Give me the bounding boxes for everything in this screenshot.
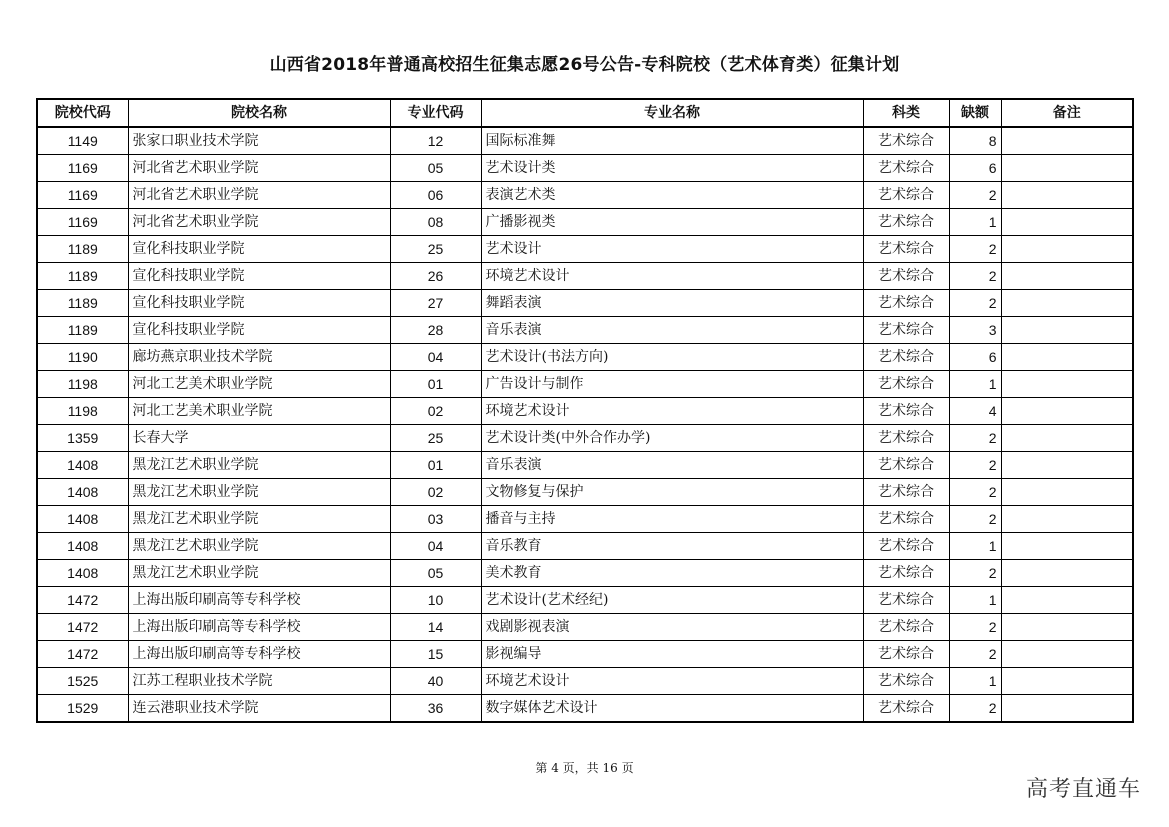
cell-major-name: 数字媒体艺术设计 [481, 695, 863, 723]
cell-major-name: 音乐教育 [481, 533, 863, 560]
cell-note [1001, 155, 1133, 182]
header-major-code: 专业代码 [390, 99, 481, 127]
cell-quota: 2 [949, 506, 1001, 533]
cell-school-name: 黑龙江艺术职业学院 [128, 560, 390, 587]
cell-category: 艺术综合 [863, 641, 949, 668]
table-row [37, 452, 1133, 479]
cell-major-code: 27 [390, 290, 481, 317]
cell-school-code: 1149 [37, 127, 128, 155]
cell-major-name: 艺术设计类(中外合作办学) [481, 425, 863, 452]
cell-quota: 2 [949, 641, 1001, 668]
cell-category: 艺术综合 [863, 155, 949, 182]
cell-note [1001, 344, 1133, 371]
table-row [37, 560, 1133, 587]
cell-major-code: 06 [390, 182, 481, 209]
cell-school-name: 廊坊燕京职业技术学院 [128, 344, 390, 371]
table-row [37, 263, 1133, 290]
table-row [37, 155, 1133, 182]
cell-school-code: 1472 [37, 641, 128, 668]
cell-major-name: 艺术设计(艺术经纪) [481, 587, 863, 614]
cell-quota: 1 [949, 209, 1001, 236]
table-row [37, 127, 1133, 155]
cell-major-code: 25 [390, 236, 481, 263]
cell-major-code: 05 [390, 560, 481, 587]
document-title: 山西省2018年普通高校招生征集志愿26号公告-专科院校（艺术体育类）征集计划 [269, 55, 900, 75]
cell-school-name: 黑龙江艺术职业学院 [128, 479, 390, 506]
cell-school-name: 宣化科技职业学院 [128, 290, 390, 317]
cell-major-name: 环境艺术设计 [481, 668, 863, 695]
cell-note [1001, 182, 1133, 209]
cell-major-code: 28 [390, 317, 481, 344]
table-row [37, 290, 1133, 317]
cell-category: 艺术综合 [863, 127, 949, 155]
cell-school-name: 河北省艺术职业学院 [128, 209, 390, 236]
cell-note [1001, 641, 1133, 668]
cell-major-name: 播音与主持 [481, 506, 863, 533]
cell-category: 艺术综合 [863, 452, 949, 479]
cell-school-code: 1189 [37, 290, 128, 317]
cell-major-name: 广播影视类 [481, 209, 863, 236]
cell-major-code: 04 [390, 533, 481, 560]
cell-quota: 1 [949, 533, 1001, 560]
table-row [37, 506, 1133, 533]
cell-note [1001, 209, 1133, 236]
cell-school-code: 1189 [37, 236, 128, 263]
table-row [37, 614, 1133, 641]
cell-school-name: 上海出版印刷高等专科学校 [128, 614, 390, 641]
cell-quota: 8 [949, 127, 1001, 155]
cell-school-code: 1472 [37, 614, 128, 641]
enrollment-plan-table [36, 98, 1134, 723]
cell-quota: 2 [949, 560, 1001, 587]
cell-quota: 2 [949, 263, 1001, 290]
cell-major-code: 26 [390, 263, 481, 290]
cell-school-name: 黑龙江艺术职业学院 [128, 452, 390, 479]
cell-school-code: 1169 [37, 155, 128, 182]
header-school-code: 院校代码 [37, 99, 128, 127]
cell-category: 艺术综合 [863, 695, 949, 723]
cell-note [1001, 533, 1133, 560]
cell-major-name: 艺术设计 [481, 236, 863, 263]
cell-major-code: 12 [390, 127, 481, 155]
cell-major-name: 广告设计与制作 [481, 371, 863, 398]
cell-note [1001, 560, 1133, 587]
cell-note [1001, 236, 1133, 263]
cell-quota: 6 [949, 344, 1001, 371]
cell-category: 艺术综合 [863, 506, 949, 533]
cell-school-name: 宣化科技职业学院 [128, 236, 390, 263]
cell-major-name: 美术教育 [481, 560, 863, 587]
cell-school-name: 河北省艺术职业学院 [128, 182, 390, 209]
cell-quota: 2 [949, 290, 1001, 317]
cell-major-name: 文物修复与保护 [481, 479, 863, 506]
cell-category: 艺术综合 [863, 614, 949, 641]
cell-major-code: 03 [390, 506, 481, 533]
cell-quota: 2 [949, 182, 1001, 209]
cell-category: 艺术综合 [863, 560, 949, 587]
cell-school-name: 河北省艺术职业学院 [128, 155, 390, 182]
cell-note [1001, 614, 1133, 641]
cell-category: 艺术综合 [863, 425, 949, 452]
cell-quota: 6 [949, 155, 1001, 182]
cell-major-name: 舞蹈表演 [481, 290, 863, 317]
cell-quota: 4 [949, 398, 1001, 425]
cell-quota: 3 [949, 317, 1001, 344]
cell-major-name: 影视编导 [481, 641, 863, 668]
cell-category: 艺术综合 [863, 398, 949, 425]
cell-category: 艺术综合 [863, 317, 949, 344]
cell-major-code: 02 [390, 479, 481, 506]
cell-note [1001, 290, 1133, 317]
cell-school-name: 河北工艺美术职业学院 [128, 371, 390, 398]
table-row [37, 317, 1133, 344]
cell-school-name: 宣化科技职业学院 [128, 263, 390, 290]
table-row [37, 398, 1133, 425]
cell-school-code: 1408 [37, 452, 128, 479]
cell-major-name: 表演艺术类 [481, 182, 863, 209]
cell-school-code: 1198 [37, 371, 128, 398]
cell-major-code: 10 [390, 587, 481, 614]
cell-major-code: 36 [390, 695, 481, 723]
cell-school-code: 1169 [37, 209, 128, 236]
cell-note [1001, 371, 1133, 398]
table-row [37, 344, 1133, 371]
cell-category: 艺术综合 [863, 209, 949, 236]
cell-category: 艺术综合 [863, 668, 949, 695]
cell-note [1001, 695, 1133, 723]
cell-quota: 2 [949, 614, 1001, 641]
header-school-name: 院校名称 [128, 99, 390, 127]
table-row [37, 182, 1133, 209]
cell-school-name: 江苏工程职业技术学院 [128, 668, 390, 695]
cell-note [1001, 263, 1133, 290]
cell-category: 艺术综合 [863, 182, 949, 209]
cell-major-code: 04 [390, 344, 481, 371]
cell-note [1001, 587, 1133, 614]
cell-major-name: 音乐表演 [481, 317, 863, 344]
cell-school-code: 1529 [37, 695, 128, 723]
cell-major-code: 08 [390, 209, 481, 236]
cell-school-code: 1190 [37, 344, 128, 371]
cell-major-name: 国际标准舞 [481, 127, 863, 155]
cell-school-code: 1525 [37, 668, 128, 695]
cell-quota: 1 [949, 668, 1001, 695]
cell-school-code: 1189 [37, 263, 128, 290]
cell-school-name: 长春大学 [128, 425, 390, 452]
cell-category: 艺术综合 [863, 290, 949, 317]
cell-school-code: 1408 [37, 506, 128, 533]
cell-major-name: 戏剧影视表演 [481, 614, 863, 641]
cell-school-code: 1472 [37, 587, 128, 614]
cell-note [1001, 425, 1133, 452]
cell-category: 艺术综合 [863, 236, 949, 263]
cell-quota: 2 [949, 452, 1001, 479]
cell-major-code: 40 [390, 668, 481, 695]
header-note: 备注 [1001, 99, 1133, 127]
cell-school-code: 1189 [37, 317, 128, 344]
cell-note [1001, 317, 1133, 344]
cell-school-code: 1408 [37, 479, 128, 506]
cell-major-name: 音乐表演 [481, 452, 863, 479]
watermark-text: 高考直通车 [1025, 777, 1141, 802]
header-quota: 缺额 [949, 99, 1001, 127]
cell-note [1001, 398, 1133, 425]
cell-category: 艺术综合 [863, 587, 949, 614]
cell-quota: 1 [949, 371, 1001, 398]
cell-major-code: 05 [390, 155, 481, 182]
table-row [37, 668, 1133, 695]
cell-school-name: 张家口职业技术学院 [128, 127, 390, 155]
cell-major-code: 02 [390, 398, 481, 425]
table-row [37, 479, 1133, 506]
header-major-name: 专业名称 [481, 99, 863, 127]
cell-category: 艺术综合 [863, 263, 949, 290]
cell-school-code: 1359 [37, 425, 128, 452]
cell-note [1001, 452, 1133, 479]
cell-quota: 2 [949, 236, 1001, 263]
cell-category: 艺术综合 [863, 479, 949, 506]
table-row [37, 533, 1133, 560]
cell-note [1001, 479, 1133, 506]
cell-school-name: 上海出版印刷高等专科学校 [128, 587, 390, 614]
table-row [37, 209, 1133, 236]
cell-major-code: 14 [390, 614, 481, 641]
cell-school-name: 河北工艺美术职业学院 [128, 398, 390, 425]
cell-school-name: 宣化科技职业学院 [128, 317, 390, 344]
cell-major-name: 环境艺术设计 [481, 398, 863, 425]
cell-note [1001, 506, 1133, 533]
table-row [37, 587, 1133, 614]
cell-major-name: 环境艺术设计 [481, 263, 863, 290]
header-category: 科类 [863, 99, 949, 127]
cell-quota: 2 [949, 425, 1001, 452]
page-number: 第 4 页，共 16 页 [535, 761, 634, 775]
table-row [37, 695, 1133, 723]
table-row [37, 236, 1133, 263]
cell-major-code: 25 [390, 425, 481, 452]
table-header-row [37, 99, 1133, 127]
cell-school-code: 1408 [37, 533, 128, 560]
cell-note [1001, 127, 1133, 155]
cell-school-code: 1408 [37, 560, 128, 587]
table-row [37, 371, 1133, 398]
cell-major-code: 01 [390, 371, 481, 398]
cell-quota: 2 [949, 479, 1001, 506]
cell-major-name: 艺术设计类 [481, 155, 863, 182]
cell-school-name: 上海出版印刷高等专科学校 [128, 641, 390, 668]
cell-major-name: 艺术设计(书法方向) [481, 344, 863, 371]
table-row [37, 425, 1133, 452]
table-row [37, 641, 1133, 668]
cell-category: 艺术综合 [863, 533, 949, 560]
cell-category: 艺术综合 [863, 344, 949, 371]
cell-major-code: 15 [390, 641, 481, 668]
cell-category: 艺术综合 [863, 371, 949, 398]
cell-note [1001, 668, 1133, 695]
cell-major-code: 01 [390, 452, 481, 479]
cell-school-name: 黑龙江艺术职业学院 [128, 533, 390, 560]
cell-quota: 1 [949, 587, 1001, 614]
cell-school-name: 连云港职业技术学院 [128, 695, 390, 723]
cell-school-code: 1198 [37, 398, 128, 425]
cell-school-name: 黑龙江艺术职业学院 [128, 506, 390, 533]
cell-school-code: 1169 [37, 182, 128, 209]
cell-quota: 2 [949, 695, 1001, 723]
